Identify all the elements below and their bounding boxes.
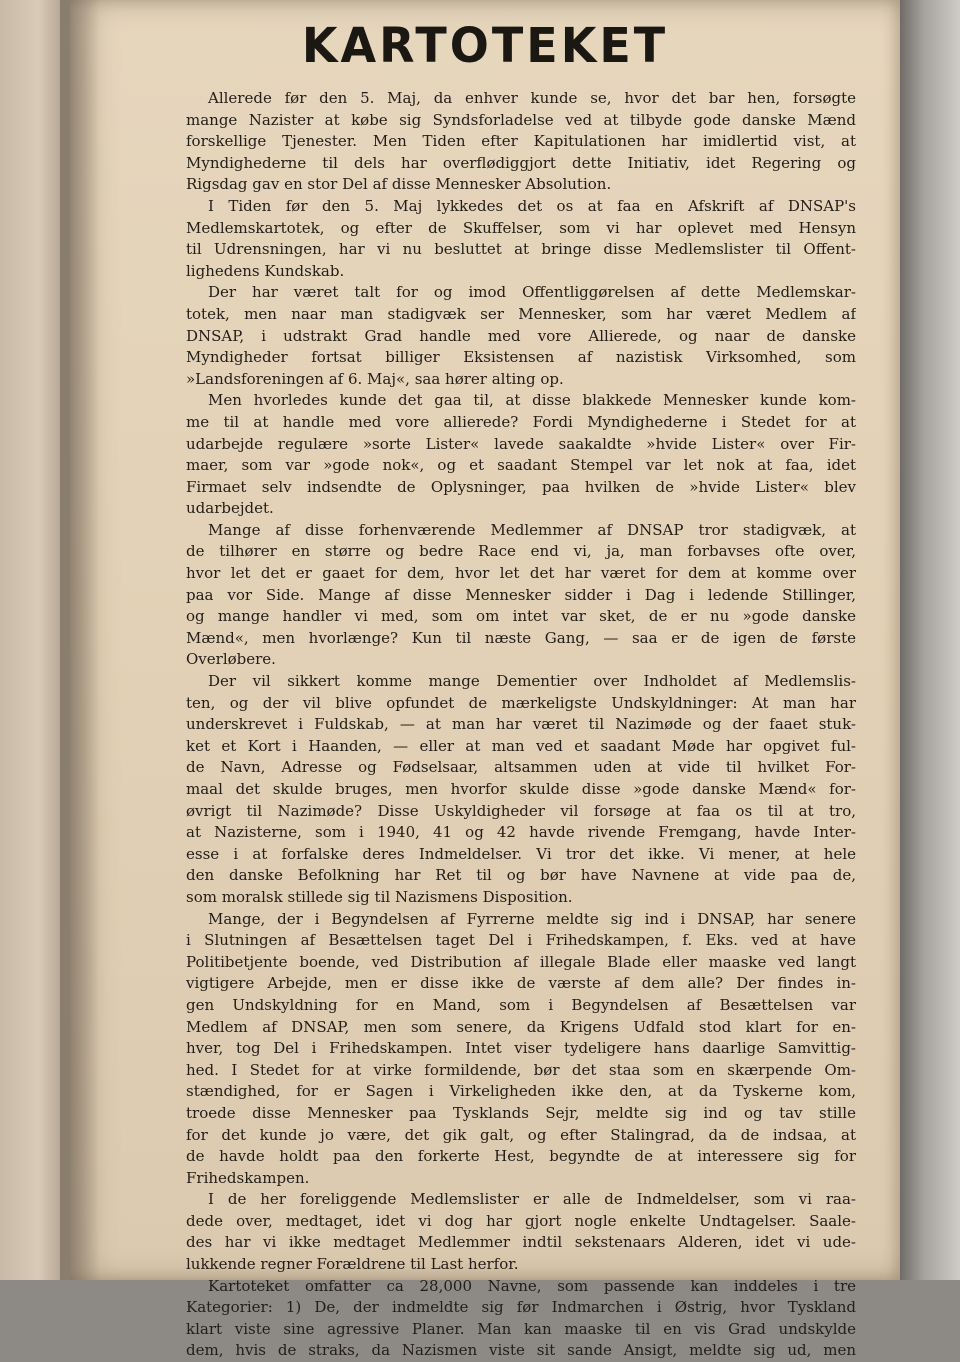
text-line: Kartoteket omfatter ca 28,000 Navne, som passende kan inddeles i tre bbox=[208, 1276, 856, 1295]
text-line: Overløbere. bbox=[186, 650, 276, 669]
text-line: Medlem af DNSAP, men som senere, da Krigens Udfald stod klart for en- bbox=[186, 1017, 856, 1036]
text-line: at Nazisterne, som i 1940, 41 og 42 havde rivende Fremgang, havde Inter- bbox=[186, 823, 856, 842]
text-line: Firmaet selv indsendte de Oplysninger, paa hvilken de »hvide Lister« blev bbox=[186, 477, 856, 496]
text-line: underskrevet i Fuldskab, — at man har været til Nazimøde og der faaet stuk- bbox=[186, 715, 856, 734]
text-line: de Navn, Adresse og Fødselsaar, altsammen uden at vide til hvilket For- bbox=[186, 758, 856, 777]
book-gutter bbox=[60, 0, 100, 1280]
page-title: KARTOTEKET bbox=[301, 16, 669, 74]
text-line: esse i at forfalske deres Indmeldelser. Vi tror det ikke. Vi mener, at hele bbox=[186, 844, 856, 863]
text-line: troede disse Mennesker paa Tysklands Sejr, meldte sig ind og tav stille bbox=[186, 1103, 856, 1122]
text-line: paa vor Side. Mange af disse Mennesker sidder i Dag i ledende Stillinger, bbox=[186, 585, 856, 604]
text-line: udarbejdet. bbox=[186, 499, 274, 518]
text-line: gen Undskyldning for en Mand, som i Begyndelsen af Besættelsen var bbox=[186, 995, 856, 1014]
text-line: I Tiden før den 5. Maj lykkedes det os at faa en Afskrift af DNSAP's bbox=[208, 196, 856, 215]
text-line: i Slutningen af Besættelsen taget Del i Frihedskampen, f. Eks. ved at have bbox=[186, 931, 856, 950]
text-line: og mange handler vi med, som om intet var sket, de er nu »gode danske bbox=[186, 607, 856, 626]
text-line: klart viste sine agressive Planer. Man kan maaske til en vis Grad undskylde bbox=[186, 1319, 856, 1338]
text-line: totek, men naar man stadigvæk ser Mennesker, som har været Medlem af bbox=[186, 304, 856, 323]
text-line: Frihedskampen. bbox=[186, 1168, 310, 1187]
text-line: dede over, medtaget, idet vi dog har gjort nogle enkelte Undtagelser. Saale- bbox=[186, 1211, 856, 1230]
text-line: Men hvorledes kunde det gaa til, at disse blakkede Mennesker kunde kom- bbox=[208, 391, 856, 410]
text-line: som moralsk stillede sig til Nazismens Disposition. bbox=[186, 887, 573, 906]
text-line: hvor let det er gaaet for dem, hvor let det har været for dem at komme over bbox=[186, 564, 856, 583]
text-line: Mange, der i Begyndelsen af Fyrrerne meldte sig ind i DNSAP, har senere bbox=[208, 909, 856, 928]
text-line: des har vi ikke medtaget Medlemmer indtil sekstenaars Alderen, idet vi ude- bbox=[186, 1233, 856, 1252]
text-line: forskellige Tjenester. Men Tiden efter Kapitulationen har imidlertid vist, at bbox=[186, 132, 856, 151]
text-line: me til at handle med vore allierede? Fordi Myndighederne i Stedet for at bbox=[186, 412, 856, 431]
text-line: lighedens Kundskab. bbox=[186, 261, 345, 280]
text-line: udarbejde regulære »sorte Lister« lavede saakaldte »hvide Lister« over Fir- bbox=[186, 434, 856, 453]
text-line: vigtigere Arbejde, men er disse ikke de værste af dem alle? Der findes in- bbox=[186, 974, 856, 993]
text-line: dem, hvis de straks, da Nazismen viste sit sande Ansigt, meldte sig ud, men bbox=[186, 1341, 856, 1360]
table-surface bbox=[900, 0, 960, 1280]
text-line: Medlemskartotek, og efter de Skuffelser, som vi har oplevet med Hensyn bbox=[186, 218, 856, 237]
text-line: DNSAP, i udstrakt Grad handle med vore Allierede, og naar de danske bbox=[186, 326, 856, 345]
text-line: maal det skulde bruges, men hvorfor skulde disse »gode danske Mænd« for- bbox=[186, 780, 856, 798]
text-line: Der har været talt for og imod Offentliggørelsen af dette Medlemskar- bbox=[208, 283, 856, 302]
text-line: »Landsforeningen af 6. Maj«, saa hører alting op. bbox=[186, 369, 564, 388]
text-line: lukkende regner Forældrene til Last herfor. bbox=[186, 1255, 519, 1274]
text-line: Myndighederne til dels har overflødiggjort dette Initiativ, idet Regering og bbox=[186, 153, 856, 172]
text-line: Mænd«, men hvorlænge? Kun til næste Gang, — saa er de igen de første bbox=[186, 628, 856, 647]
text-line: I de her foreliggende Medlemslister er alle de Indmeldelser, som vi raa- bbox=[208, 1190, 856, 1209]
text-line: den danske Befolkning har Ret til og bør have Navnene at vide paa de, bbox=[186, 866, 856, 885]
text-line: Allerede før den 5. Maj, da enhver kunde se, hvor det bar hen, forsøgte bbox=[208, 89, 856, 107]
text-line: Myndigheder fortsat billiger Eksistensen af nazistisk Virksomhed, som bbox=[186, 348, 856, 367]
text-line: til Udrensningen, har vi nu besluttet at bringe disse Medlemslister til Offent- bbox=[186, 240, 856, 259]
text-line: hver, tog Del i Frihedskampen. Intet viser tydeligere hans daarlige Samvittig- bbox=[186, 1039, 856, 1058]
text-line: Der vil sikkert komme mange Dementier over Indholdet af Medlemslis- bbox=[208, 672, 856, 691]
text-line: Politibetjente boende, ved Distribution af illegale Blade eller maaske ved langt bbox=[186, 952, 856, 971]
text-line: Kategorier: 1) De, der indmeldte sig før Indmarchen i Østrig, hvor Tyskland bbox=[186, 1298, 856, 1317]
text-line: Rigsdag gav en stor Del af disse Mennesker Absolution. bbox=[186, 175, 612, 194]
text-line: for det kunde jo være, det gik galt, og efter Stalingrad, da de indsaa, at bbox=[186, 1125, 856, 1144]
text-line: mange Nazister at købe sig Syndsforladelse ved at tilbyde gode danske Mænd bbox=[186, 110, 856, 129]
text-line: maer, som var »gode nok«, og et saadant Stempel var let nok at faa, idet bbox=[186, 456, 856, 475]
text-line: ten, og der vil blive opfundet de mærkeligste Undskyldninger: At man har bbox=[186, 693, 856, 712]
body-text bbox=[186, 88, 856, 1362]
text-line: stændighed, for er Sagen i Virkeligheden ikke den, at da Tyskerne kom, bbox=[186, 1082, 856, 1101]
text-line: hed. I Stedet for at virke formildende, bør det staa som en skærpende Om- bbox=[186, 1060, 856, 1079]
text-line: de havde holdt paa den forkerte Hest, begyndte de at interessere sig for bbox=[186, 1147, 856, 1166]
text-line: de tilhører en større og bedre Race end vi, ja, man forbavses ofte over, bbox=[186, 542, 856, 561]
text-line: øvrigt til Nazimøde? Disse Uskyldigheder vil forsøge at faa os til at tro, bbox=[186, 801, 856, 820]
text-line: ket et Kort i Haanden, — eller at man ved et saadant Møde har opgivet ful- bbox=[186, 736, 856, 755]
text-line: Mange af disse forhenværende Medlemmer af DNSAP tror stadigvæk, at bbox=[208, 520, 856, 539]
